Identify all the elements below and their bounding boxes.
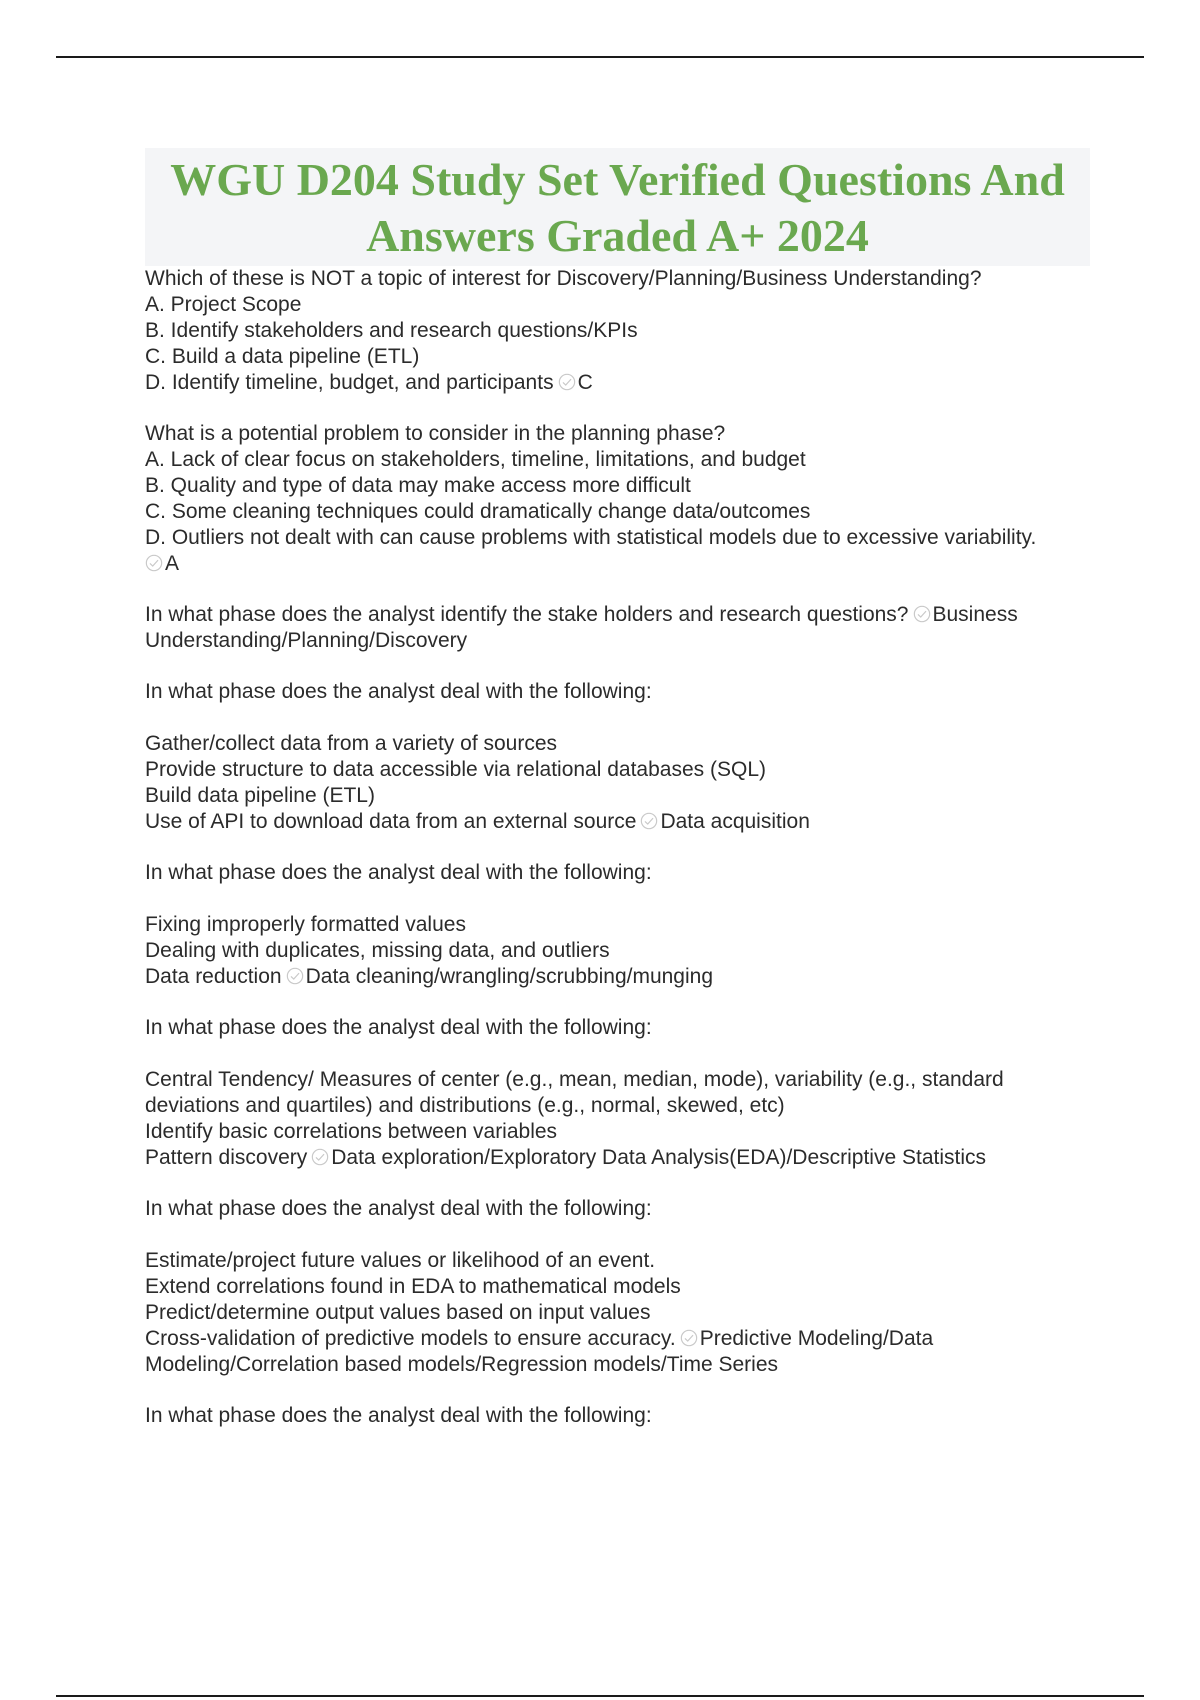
list-item: Use of API to download data from an external source <box>145 810 637 833</box>
option-d: D. Identify timeline, budget, and participants <box>145 371 554 394</box>
question-text: In what phase does the analyst deal with the following: <box>145 1404 652 1427</box>
check-circle-icon <box>913 605 931 623</box>
footer-rule <box>56 1695 1144 1697</box>
question-text: In what phase does the analyst deal with the following: <box>145 1016 652 1039</box>
list-item: Gather/collect data from a variety of sources <box>145 732 558 755</box>
answer-line <box>145 964 1090 990</box>
option-b: B. Quality and type of data may make access more difficult <box>145 474 691 497</box>
qa-item-5 <box>145 860 1090 990</box>
answer-text: Data exploration/Exploratory Data Analysis(EDA)/Descriptive Statistics <box>331 1146 987 1169</box>
check-circle-icon <box>311 1148 329 1166</box>
option-b: B. Identify stakeholders and research questions/KPIs <box>145 319 638 342</box>
question-text: In what phase does the analyst deal with the following: <box>145 1197 652 1220</box>
question-text: In what phase does the analyst deal with the following: <box>145 861 652 884</box>
qa-item-8 <box>145 1403 1090 1429</box>
check-circle-icon <box>286 967 304 985</box>
list-item: Identify basic correlations between variables <box>145 1120 558 1143</box>
answer-line <box>145 1326 1090 1378</box>
spacer <box>145 1222 1090 1248</box>
check-circle-icon <box>558 373 576 391</box>
question-text: Which of these is NOT a topic of interest for Discovery/Planning/Business Understanding? <box>145 267 982 290</box>
check-circle-icon <box>145 554 163 572</box>
list-item: Provide structure to data accessible via relational databases (SQL) <box>145 758 766 781</box>
qa-item-6 <box>145 1015 1090 1171</box>
list-item: Pattern discovery <box>145 1146 308 1169</box>
answer-line <box>145 525 1090 577</box>
check-circle-icon <box>640 812 658 830</box>
list-item: Data reduction <box>145 965 282 988</box>
spacer <box>145 705 1090 731</box>
qa-item-7 <box>145 1196 1090 1378</box>
list-item: Predict/determine output values based on input values <box>145 1301 651 1324</box>
qa-item-3 <box>145 602 1090 654</box>
question-text: What is a potential problem to consider in the planning phase? <box>145 422 726 445</box>
question-text: In what phase does the analyst deal with the following: <box>145 680 652 703</box>
option-a: A. Project Scope <box>145 293 302 316</box>
list-item: Build data pipeline (ETL) <box>145 784 375 807</box>
list-item: Dealing with duplicates, missing data, and outliers <box>145 939 610 962</box>
qa-item-1 <box>145 266 1090 396</box>
answer-text: Data cleaning/wrangling/scrubbing/munging <box>305 965 714 988</box>
list-item: Extend correlations found in EDA to mathematical models <box>145 1275 681 1298</box>
qa-item-2 <box>145 421 1090 577</box>
answer-text: Data acquisition <box>660 810 810 833</box>
option-c: C. Some cleaning techniques could dramatically change data/outcomes <box>145 500 811 523</box>
qa-item-4 <box>145 679 1090 835</box>
answer-line <box>145 809 1090 835</box>
answer-line <box>145 370 1090 396</box>
question-text: In what phase does the analyst identify the stake holders and research questions? <box>145 603 909 626</box>
answer-text: C <box>577 371 593 394</box>
spacer <box>145 886 1090 912</box>
answer-line <box>145 1145 1090 1171</box>
list-item: Fixing improperly formatted values <box>145 913 466 936</box>
spacer <box>145 1041 1090 1067</box>
list-item: Central Tendency/ Measures of center (e.g., mean, median, mode), variability (e.g., standard deviations and quartiles) and distributions (e.g., normal, skewed, etc) <box>145 1068 1010 1117</box>
document-body <box>145 140 1090 1429</box>
list-item: Estimate/project future values or likelihood of an event. <box>145 1249 656 1272</box>
option-a: A. Lack of clear focus on stakeholders, timeline, limitations, and budget <box>145 448 806 471</box>
list-item: Cross-validation of predictive models to ensure accuracy. <box>145 1327 676 1350</box>
option-c: C. Build a data pipeline (ETL) <box>145 345 420 368</box>
answer-text: A <box>165 552 180 575</box>
document-title: WGU D204 Study Set Verified Questions And Answers Graded A+ 2024 <box>145 148 1090 266</box>
answer-text: Business Understanding/Planning/Discovery <box>145 603 1024 652</box>
check-circle-icon <box>680 1329 698 1347</box>
answer-text: Predictive Modeling/Data Modeling/Correlation based models/Regression models/Time Series <box>145 1327 939 1376</box>
header-rule <box>56 56 1144 58</box>
answer-line <box>145 602 1090 654</box>
option-d: D. Outliers not dealt with can cause problems with statistical models due to excessive variability. <box>145 526 1037 549</box>
